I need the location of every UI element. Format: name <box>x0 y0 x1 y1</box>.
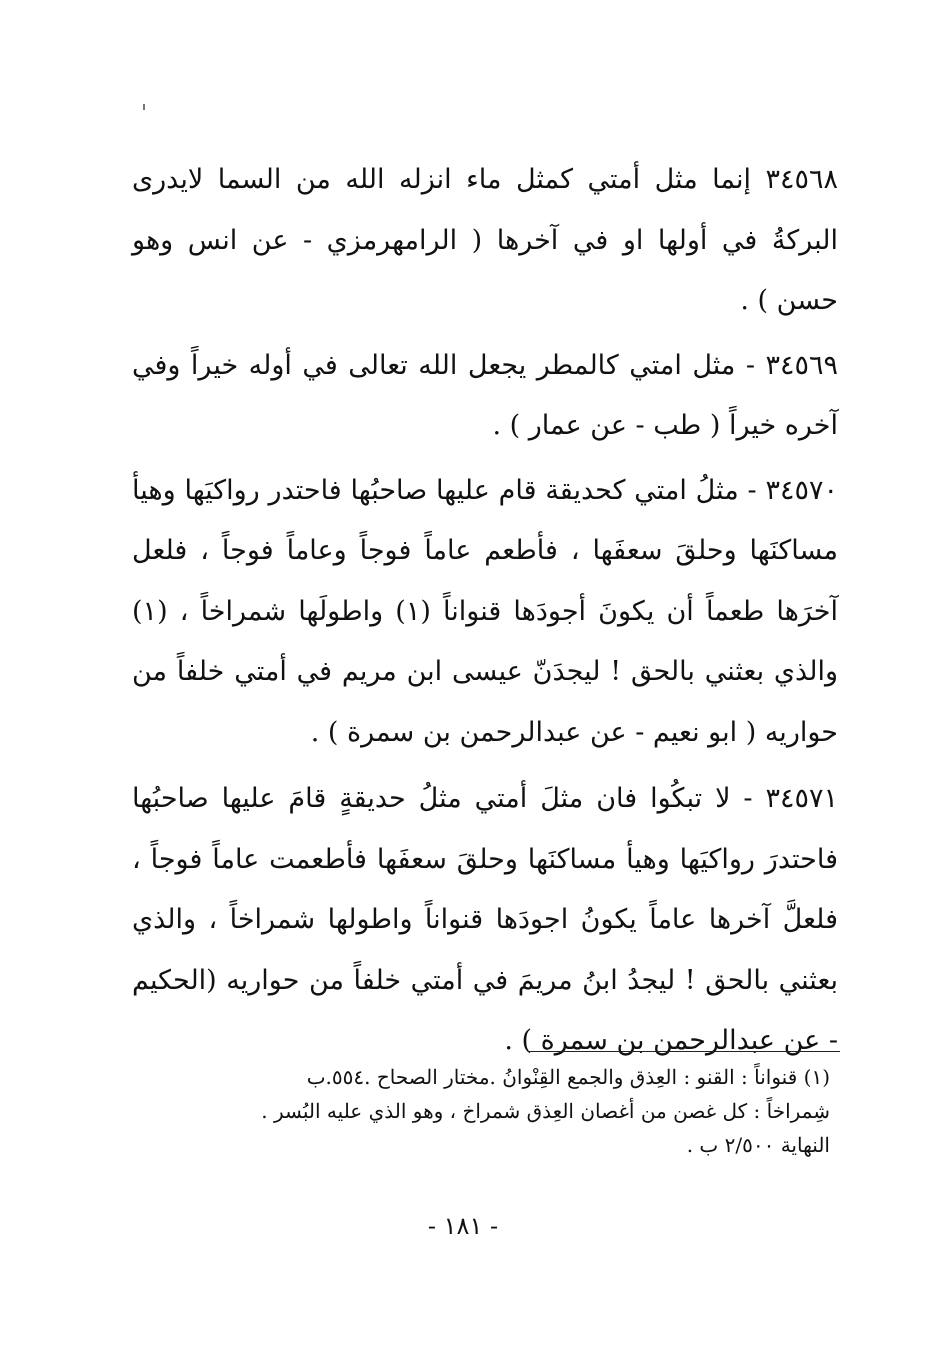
footnote-line-1: (١) قنواناً : القنو : العِذق والجمع القِنْوانُ .مختار الصحاح .٥٥٤.ب <box>306 1065 830 1089</box>
footnote-line-3: النهاية ٢/٥٠٠ ب . <box>686 1133 830 1157</box>
hadith-entry-34570: ٣٤٥٧٠ - مثلُ امتي كحديقة قام عليها صاحبُها فاحتدر رواكيَها وهيأ مساكنَها وحلقَ سعفَها ، فأطعم عاماً فوجاً وعاماً فوجاً ، فلعل آخرَها طعماً أن يكونَ أجودَها قنواناً (١) واطولَها شمراخاً ، (١) والذي بعثني بالحق ! ليجدَنّ عيسى ابن مريم في أمتي خلفاً من حواريه ( ابو نعيم - عن عبدالرحمن بن سمرة ) . <box>132 474 838 748</box>
hadith-entry-34569: ٣٤٥٦٩ - مثل امتي كالمطر يجعل الله تعالى في أوله خيراً وفي آخره خيراً ( طب - عن عمار ) . <box>132 349 838 441</box>
footnotes <box>140 1060 830 1162</box>
scan-speck <box>143 104 145 110</box>
hadith-entry-34571: ٣٤٥٧١ - لا تبكُوا فان مثلَ أمتي مثلُ حديقةٍ قامَ عليها صاحبُها فاحتدرَ رواكيَها وهيأ مساكنَها وحلقَ سعفَها فأطعمت عاماً فوجاً ، فلعلَّ آخرها عاماً يكونُ اجودَها قنواناً واطولها شمراخاً ، والذي بعثني بالحق ! ليجدُ ابنُ مريمَ في أمتي خلفاً من حواريه (الحكيم - عن عبدالرحمن بن سمرة ) . <box>132 783 838 1056</box>
main-text <box>132 150 838 1076</box>
page-number: - ١٨١ - <box>427 1212 499 1240</box>
hadith-entry-34568: ٣٤٥٦٨ إنما مثل أمتي كمثل ماء انزله الله من السما لايدرى البركةُ في أولها او في آخرها ( الرامهرمزي - عن انس وهو حسن ) . <box>132 164 838 316</box>
footnote-divider <box>528 1051 840 1052</box>
footnote-line-2: شِمراخاً : كل غصن من أغصان العِذق شمراخ ، وهو الذي عليه البُسر . <box>261 1099 830 1123</box>
